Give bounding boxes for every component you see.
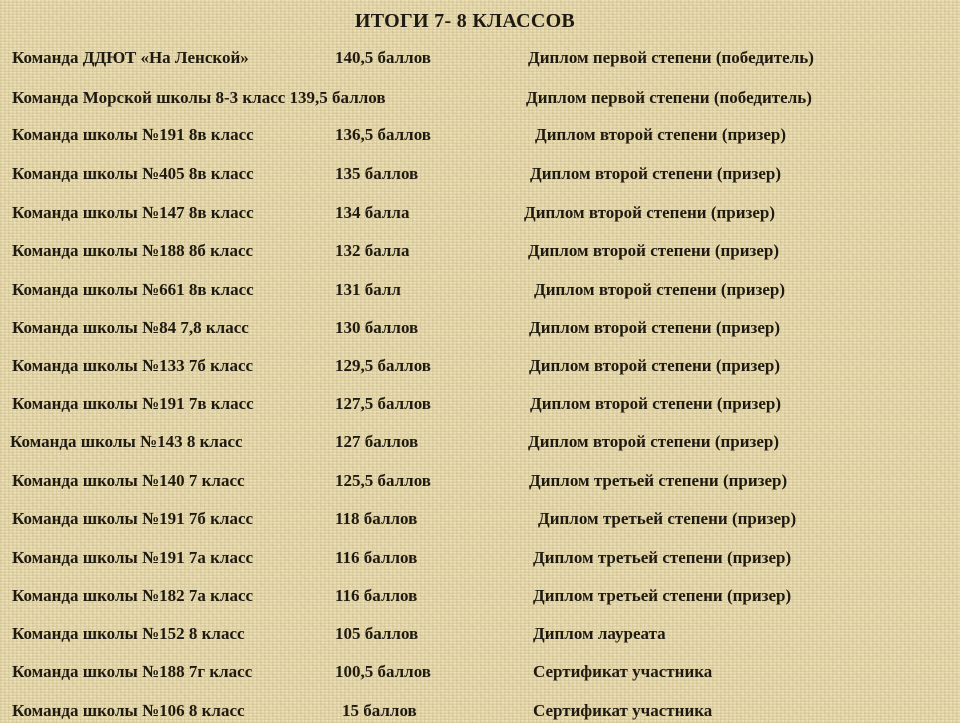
list-item xyxy=(0,201,960,225)
list-item xyxy=(0,622,960,646)
team-score: 135 баллов xyxy=(335,164,419,183)
team-score: 140,5 баллов xyxy=(335,48,431,67)
team-name: Команда школы №661 8в класс xyxy=(12,280,254,299)
award-label: Диплом третьей степени (призер) xyxy=(529,471,788,490)
list-item xyxy=(0,660,960,684)
award-label: Диплом первой степени (победитель) xyxy=(528,48,814,67)
team-score: 136,5 баллов xyxy=(335,125,431,144)
list-item xyxy=(0,86,960,110)
team-score: 130 баллов xyxy=(335,318,419,337)
team-name: Команда школы №140 7 класс xyxy=(12,471,245,490)
team-score: 127 баллов xyxy=(335,432,419,451)
award-label: Диплом второй степени (призер) xyxy=(534,280,786,299)
team-score: 15 баллов xyxy=(342,701,417,720)
award-label: Диплом лауреата xyxy=(533,624,666,643)
award-label: Диплом второй степени (призер) xyxy=(529,356,781,375)
list-item xyxy=(0,354,960,378)
team-name: Команда ДДЮТ «На Ленской» xyxy=(12,48,249,67)
team-name: Команда школы №188 7г класс xyxy=(12,662,253,681)
team-score: 100,5 баллов xyxy=(335,662,431,681)
list-item xyxy=(0,546,960,570)
list-item xyxy=(0,392,960,416)
team-name: Команда школы №182 7а класс xyxy=(12,586,254,605)
team-score: 131 балл xyxy=(335,280,401,299)
list-item xyxy=(0,469,960,493)
list-item xyxy=(0,162,960,186)
list-item xyxy=(0,278,960,302)
page-title: ИТОГИ 7- 8 КЛАССОВ xyxy=(354,10,576,32)
team-name: Команда школы №405 8в класс xyxy=(12,164,254,183)
team-score: 118 баллов xyxy=(335,509,418,528)
team-name: Команда Морской школы 8-3 класс 139,5 баллов xyxy=(12,88,386,107)
team-name: Команда школы №143 8 класс xyxy=(10,432,243,451)
team-name: Команда школы №191 8в класс xyxy=(12,125,254,144)
award-label: Диплом первой степени (победитель) xyxy=(526,88,812,107)
award-label: Диплом третьей степени (призер) xyxy=(533,586,792,605)
team-name: Команда школы №84 7,8 класс xyxy=(12,318,249,337)
team-score: 116 баллов xyxy=(335,548,418,567)
award-label: Диплом второй степени (призер) xyxy=(524,203,776,222)
list-item xyxy=(0,430,960,454)
team-score: 134 балла xyxy=(335,203,410,222)
team-name: Команда школы №188 8б класс xyxy=(12,241,254,260)
team-name: Команда школы №191 7в класс xyxy=(12,394,254,413)
team-score: 125,5 баллов xyxy=(335,471,431,490)
award-label: Диплом второй степени (призер) xyxy=(530,164,782,183)
list-item xyxy=(0,239,960,263)
award-label: Диплом второй степени (призер) xyxy=(535,125,787,144)
team-score: 105 баллов xyxy=(335,624,419,643)
list-item xyxy=(0,584,960,608)
list-item xyxy=(0,507,960,531)
award-label: Диплом третьей степени (призер) xyxy=(533,548,792,567)
award-label: Сертификат участника xyxy=(533,662,713,681)
team-name: Команда школы №191 7б класс xyxy=(12,509,254,528)
team-name: Команда школы №152 8 класс xyxy=(12,624,245,643)
list-item xyxy=(0,699,960,723)
list-item xyxy=(0,316,960,340)
list-item xyxy=(0,46,960,70)
award-label: Диплом третьей степени (призер) xyxy=(538,509,797,528)
award-label: Диплом второй степени (призер) xyxy=(530,394,782,413)
award-label: Диплом второй степени (призер) xyxy=(528,241,780,260)
award-label: Сертификат участника xyxy=(533,701,713,720)
team-name: Команда школы №133 7б класс xyxy=(12,356,254,375)
award-label: Диплом второй степени (призер) xyxy=(529,318,781,337)
team-score: 129,5 баллов xyxy=(335,356,431,375)
list-item xyxy=(0,123,960,147)
team-score: 132 балла xyxy=(335,241,410,260)
award-label: Диплом второй степени (призер) xyxy=(528,432,780,451)
team-name: Команда школы №147 8в класс xyxy=(12,203,254,222)
team-name: Команда школы №191 7а класс xyxy=(12,548,254,567)
team-score: 127,5 баллов xyxy=(335,394,431,413)
team-name: Команда школы №106 8 класс xyxy=(12,701,245,720)
team-score: 116 баллов xyxy=(335,586,418,605)
